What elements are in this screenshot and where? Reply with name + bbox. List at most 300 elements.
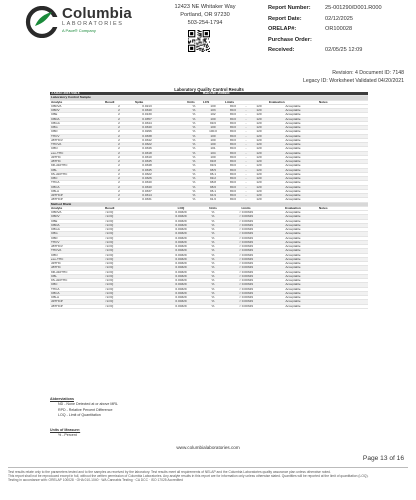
cell-limit-low: 80.0 xyxy=(224,172,242,176)
report-info xyxy=(268,3,408,56)
cell-loq: 0.00329 xyxy=(160,283,202,287)
cell-loq: 0.00329 xyxy=(160,228,202,232)
cell-limit-low: 80.0 xyxy=(224,177,242,181)
cell-analyte: CBE xyxy=(50,219,104,223)
cell-limit-high: 120 xyxy=(250,104,268,108)
cell-spike: 0.0357 xyxy=(134,117,160,121)
cell-units: % xyxy=(186,113,202,117)
cell-limit-dash: - xyxy=(242,113,250,117)
cell-limit-dash: - xyxy=(242,143,250,147)
cell-limit-low: 80.0 xyxy=(224,181,242,185)
cell-lcs-value: 102 xyxy=(202,113,224,117)
cell-spike: 0.0345 xyxy=(134,160,160,164)
cell-analyte: CBC xyxy=(50,177,104,181)
orelap-value: OR100028 xyxy=(325,26,353,33)
cell-result: 2 xyxy=(104,185,134,189)
cell-analyte: THCVA xyxy=(50,143,104,147)
cell-evaluation: Acceptable xyxy=(268,143,318,147)
cell-evaluation: Acceptable xyxy=(268,240,318,244)
cell-loq: 0.00329 xyxy=(160,249,202,253)
cell-spike: 0.0344 xyxy=(134,121,160,125)
cell-evaluation: Acceptable xyxy=(268,160,318,164)
orelap-label: ORELAP#: xyxy=(268,26,297,33)
col-header-limits: Limits xyxy=(224,100,268,104)
cell-limit-dash: - xyxy=(242,147,250,151)
cell-lcs-value: 99.6 xyxy=(202,121,224,125)
cell-spike: 0.0340 xyxy=(134,109,160,113)
cell-evaluation: Acceptable xyxy=(268,287,318,291)
cell-analyte: CBC xyxy=(50,283,104,287)
cell-limit-high: 120 xyxy=(250,117,268,121)
cell-evaluation: Acceptable xyxy=(268,134,318,138)
cell-spike: 0.0296 xyxy=(134,130,160,134)
cell-units: % xyxy=(186,181,202,185)
cell-result: 2 xyxy=(104,121,134,125)
cell-limit-high: 120 xyxy=(250,138,268,142)
cell-limit-dash: - xyxy=(242,194,250,198)
col-header-units: Units xyxy=(202,206,224,210)
cell-analyte: 9R-d10THC xyxy=(50,164,104,168)
cell-limit-dash: - xyxy=(242,117,250,121)
cell-result: <LOQ xyxy=(104,253,160,257)
cell-limit-low: 80.0 xyxy=(224,168,242,172)
abbreviation-item: LOQ - Limit of Quantitation xyxy=(58,413,101,418)
cell-result: 2 xyxy=(104,155,134,159)
cell-units: % xyxy=(186,155,202,159)
cell-evaluation: Acceptable xyxy=(268,113,318,117)
cell-units: % xyxy=(186,117,202,121)
cell-limits: < 0.00329 xyxy=(224,232,268,236)
abbreviations-title: Abbreviations xyxy=(50,397,74,401)
cell-analyte: CBL xyxy=(50,274,104,278)
cell-limits: < 0.00329 xyxy=(224,291,268,295)
cell-result: 2 xyxy=(104,104,134,108)
cell-limit-dash: - xyxy=(242,198,250,202)
cell-units: % xyxy=(202,228,224,232)
cell-analyte: CBN xyxy=(50,253,104,257)
cell-result: 2 xyxy=(104,164,134,168)
cell-units: % xyxy=(186,121,202,125)
cell-evaluation: Acceptable xyxy=(268,232,318,236)
cell-spike: 0.0340 xyxy=(134,181,160,185)
cell-result: <LOQ xyxy=(104,304,160,308)
cell-evaluation: Acceptable xyxy=(268,219,318,223)
cell-units: % xyxy=(186,168,202,172)
cell-limit-high: 120 xyxy=(250,147,268,151)
cell-evaluation: Acceptable xyxy=(268,283,318,287)
method-name: J AOAC 2015 V98-6 xyxy=(50,92,202,96)
cell-units: % xyxy=(186,164,202,168)
report-date-value: 02/12/2025 xyxy=(325,15,353,22)
cell-loq: 0.00329 xyxy=(160,300,202,304)
col-header-analyte: Analyte xyxy=(50,100,104,104)
cell-loq: 0.00329 xyxy=(160,223,202,227)
address-phone: 503-254-1794 xyxy=(187,20,223,26)
cell-evaluation: Acceptable xyxy=(268,177,318,181)
cell-analyte: d8THCV xyxy=(50,138,104,142)
cell-limit-dash: - xyxy=(242,126,250,130)
cell-analyte: CBCA xyxy=(50,185,104,189)
col-header-spike: Spike xyxy=(134,100,186,104)
cell-units: % xyxy=(202,253,224,257)
cell-limits: < 0.00329 xyxy=(224,266,268,270)
cell-units: % xyxy=(186,130,202,134)
cell-analyte: CBD xyxy=(50,130,104,134)
cell-lcs-value: 98.5 xyxy=(202,168,224,172)
cell-analyte: THCV xyxy=(50,240,104,244)
cell-loq: 0.00329 xyxy=(160,215,202,219)
cell-limit-dash: - xyxy=(242,134,250,138)
cell-limits: < 0.00329 xyxy=(224,257,268,261)
cell-result: <LOQ xyxy=(104,228,160,232)
cell-units: % xyxy=(186,147,202,151)
cell-analyte: THCV xyxy=(50,134,104,138)
cell-spike: 0.0130 xyxy=(134,113,160,117)
cell-evaluation: Acceptable xyxy=(268,253,318,257)
cell-limits: < 0.00329 xyxy=(224,274,268,278)
purchase-order-row xyxy=(268,35,408,46)
cell-units: % xyxy=(186,143,202,147)
cell-result: <LOQ xyxy=(104,232,160,236)
cell-limit-high: 120 xyxy=(250,155,268,159)
cell-limits: < 0.00329 xyxy=(224,215,268,219)
cell-analyte: CBDV xyxy=(50,215,104,219)
cell-limits: < 0.00329 xyxy=(224,245,268,249)
cell-limit-high: 120 xyxy=(250,164,268,168)
cell-evaluation: Acceptable xyxy=(268,104,318,108)
cell-evaluation: Acceptable xyxy=(268,215,318,219)
cell-analyte: CBGA xyxy=(50,121,104,125)
cell-loq: 0.00329 xyxy=(160,219,202,223)
abbreviations xyxy=(50,397,118,419)
cell-evaluation: Acceptable xyxy=(268,236,318,240)
cell-analyte: CBLA xyxy=(50,189,104,193)
cell-units: % xyxy=(202,249,224,253)
disclaimer-line: This report shall not be reproduced except in full, without the written permission of Columbia Laboratories. Any analyte results in this report are for information only unless otherwise stated. Quantities will be reported at the limit of quantitation (LOQ). xyxy=(8,474,369,479)
cell-result: 2 xyxy=(104,181,134,185)
cell-limit-low: 80.0 xyxy=(224,113,242,117)
cell-limit-low: 80.0 xyxy=(224,198,242,202)
cell-analyte: CBCA xyxy=(50,291,104,295)
cell-result: 2 xyxy=(104,138,134,142)
cell-notes xyxy=(318,304,368,308)
cell-result: <LOQ xyxy=(104,287,160,291)
cell-result: 2 xyxy=(104,198,134,202)
cell-lcs-value: 99.8 xyxy=(202,160,224,164)
cell-limit-dash: - xyxy=(242,172,250,176)
cell-units: % xyxy=(202,300,224,304)
cell-loq: 0.00329 xyxy=(160,236,202,240)
cell-units: % xyxy=(202,223,224,227)
cell-evaluation: Acceptable xyxy=(268,270,318,274)
qc-results-body xyxy=(50,92,368,308)
cell-limit-low: 80.0 xyxy=(224,155,242,159)
cell-result: <LOQ xyxy=(104,262,160,266)
cell-loq: 0.00329 xyxy=(160,262,202,266)
cell-analyte: d8THCP xyxy=(50,304,104,308)
address-line: 12423 NE Whitaker Way xyxy=(174,4,236,10)
cell-evaluation: Acceptable xyxy=(268,257,318,261)
cell-evaluation: Acceptable xyxy=(268,262,318,266)
cell-lcs-value: 99.2 xyxy=(202,177,224,181)
cell-lcs-value: 91.6 xyxy=(202,198,224,202)
cell-limit-high: 120 xyxy=(250,189,268,193)
cell-limit-dash: - xyxy=(242,109,250,113)
cell-analyte: CBGA xyxy=(50,228,104,232)
cell-units: % xyxy=(186,172,202,176)
report-number-label: Report Number: xyxy=(268,5,311,11)
cell-limit-high: 120 xyxy=(250,168,268,172)
cell-limit-dash: - xyxy=(242,164,250,168)
qc-results-table xyxy=(50,92,368,309)
cell-analyte: d9THC xyxy=(50,262,104,266)
cell-analyte: CBDVA xyxy=(50,104,104,108)
col-header-notes: Notes xyxy=(318,100,368,104)
cell-result: 2 xyxy=(104,189,134,193)
cell-limit-high: 120 xyxy=(250,143,268,147)
revision-line: Revision: 4 Document ID: 7148 xyxy=(332,70,404,76)
cell-loq: 0.00329 xyxy=(160,245,202,249)
cell-lcs-value: 100 xyxy=(202,143,224,147)
cell-result: 2 xyxy=(104,160,134,164)
cell-limit-low: 80.0 xyxy=(224,138,242,142)
purchase-order-label: Purchase Order: xyxy=(268,36,312,43)
cell-units: % xyxy=(202,270,224,274)
cell-units: % xyxy=(202,219,224,223)
cell-limit-dash: - xyxy=(242,138,250,142)
cell-loq: 0.00329 xyxy=(160,296,202,300)
cell-spike: 0.0348 xyxy=(134,164,160,168)
cell-analyte: CBLA xyxy=(50,296,104,300)
cell-evaluation: Acceptable xyxy=(268,228,318,232)
report-date-label: Report Date: xyxy=(268,15,302,22)
cell-limit-low: 80.0 xyxy=(224,151,242,155)
cell-evaluation: Acceptable xyxy=(268,151,318,155)
cell-spike: 0.0331 xyxy=(134,198,160,202)
lqc-title: Laboratory Quality Control Results xyxy=(174,87,244,92)
cell-units: % xyxy=(186,138,202,142)
cell-evaluation: Acceptable xyxy=(268,138,318,142)
cell-lcs-value: 104 xyxy=(202,151,224,155)
cell-limit-high: 120 xyxy=(250,194,268,198)
cell-analyte: CBL xyxy=(50,168,104,172)
cell-analyte: CBG xyxy=(50,232,104,236)
cell-spike: 0.0345 xyxy=(134,168,160,172)
cell-evaluation: Acceptable xyxy=(268,296,318,300)
cell-analyte: d8THCV xyxy=(50,245,104,249)
cell-limit-low: 80.0 xyxy=(224,130,242,134)
cell-limit-dash: - xyxy=(242,177,250,181)
cell-evaluation: Acceptable xyxy=(268,274,318,278)
cell-loq: 0.00329 xyxy=(160,257,202,261)
cell-evaluation: Acceptable xyxy=(268,155,318,159)
cell-analyte: exo-THC xyxy=(50,257,104,261)
cell-loq: 0.00329 xyxy=(160,253,202,257)
cell-evaluation: Acceptable xyxy=(268,164,318,168)
cell-analyte: d8THC xyxy=(50,160,104,164)
cell-units: % xyxy=(186,198,202,202)
col-header-result: Result xyxy=(104,206,160,210)
cell-units: % xyxy=(186,104,202,108)
cell-result: <LOQ xyxy=(104,249,160,253)
cell-units: % xyxy=(186,160,202,164)
cell-limit-dash: - xyxy=(242,121,250,125)
cell-result: <LOQ xyxy=(104,296,160,300)
cell-loq: 0.00329 xyxy=(160,240,202,244)
cell-evaluation: Acceptable xyxy=(268,126,318,130)
cell-limits: < 0.00329 xyxy=(224,211,268,215)
cell-evaluation: Acceptable xyxy=(268,300,318,304)
cell-limit-low: 80.0 xyxy=(224,147,242,151)
cell-limit-low: 80.0 xyxy=(224,185,242,189)
cell-result: <LOQ xyxy=(104,283,160,287)
cell-spike: 0.0322 xyxy=(134,143,160,147)
cell-result: 2 xyxy=(104,151,134,155)
cell-units: % xyxy=(202,283,224,287)
cell-lcs-value: 94.9 xyxy=(202,194,224,198)
cell-limits: < 0.00329 xyxy=(224,270,268,274)
footer-disclaimer xyxy=(8,467,408,483)
cell-units: % xyxy=(202,296,224,300)
cell-result: <LOQ xyxy=(104,215,160,219)
qr-code-icon xyxy=(188,30,210,52)
cell-lcs-value: 96.1 xyxy=(202,172,224,176)
cell-lcs-value: 100 xyxy=(202,138,224,142)
cell-units: % xyxy=(202,236,224,240)
cell-limits: < 0.00329 xyxy=(224,287,268,291)
cell-result: 2 xyxy=(104,147,134,151)
col-header-result: Result xyxy=(104,100,134,104)
cell-limits: < 0.00329 xyxy=(224,236,268,240)
cell-evaluation: Acceptable xyxy=(268,189,318,193)
cell-analyte: d9THCP xyxy=(50,300,104,304)
cell-spike: 0.0342 xyxy=(134,138,160,142)
cell-evaluation: Acceptable xyxy=(268,130,318,134)
cell-units: % xyxy=(186,109,202,113)
cell-analyte: THCVA xyxy=(50,249,104,253)
cell-analyte: THCA xyxy=(50,181,104,185)
cell-evaluation: Acceptable xyxy=(268,291,318,295)
units-title: Units of Measure: xyxy=(50,428,81,432)
received-row xyxy=(268,45,408,56)
cell-loq: 0.00329 xyxy=(160,211,202,215)
cell-result: 2 xyxy=(104,126,134,130)
cell-limit-high: 120 xyxy=(250,185,268,189)
orelap-row xyxy=(268,24,408,35)
cell-units: % xyxy=(202,291,224,295)
report-number-value: 25-001290/D001.R000 xyxy=(325,5,382,11)
cell-limit-dash: - xyxy=(242,189,250,193)
cell-result: <LOQ xyxy=(104,291,160,295)
cell-result: 2 xyxy=(104,130,134,134)
brand-tag: A Pace® Company xyxy=(62,28,96,33)
cell-spike: 0.0310 xyxy=(134,155,160,159)
cell-limits: < 0.00329 xyxy=(224,228,268,232)
cell-limit-high: 120 xyxy=(250,160,268,164)
cell-loq: 0.00329 xyxy=(160,287,202,291)
cell-loq: 0.00329 xyxy=(160,232,202,236)
revision-info xyxy=(303,70,404,85)
cell-result: <LOQ xyxy=(104,300,160,304)
cell-result: <LOQ xyxy=(104,236,160,240)
cell-lcs-value: 100 xyxy=(202,126,224,130)
cell-result: 2 xyxy=(104,177,134,181)
cell-evaluation: Acceptable xyxy=(268,266,318,270)
cell-units: % xyxy=(202,245,224,249)
cell-result: <LOQ xyxy=(104,266,160,270)
col-header-analyte: Analyte xyxy=(50,206,104,210)
cell-limits: < 0.00329 xyxy=(224,262,268,266)
cell-limits: < 0.00329 xyxy=(224,253,268,257)
cell-result: <LOQ xyxy=(104,240,160,244)
cell-lcs-value: 101 xyxy=(202,147,224,151)
cell-evaluation: Acceptable xyxy=(268,168,318,172)
cell-units: % xyxy=(186,194,202,198)
cell-units: % xyxy=(202,215,224,219)
cell-analyte: d8THC xyxy=(50,266,104,270)
disclaimer-line: Testing in accordance with: ORELAP 100028 · OHA 010-1040 · WA Cannabis Testing · CA DCC · ISO 17025 Accredited xyxy=(8,478,183,483)
cell-limit-low: 80.0 xyxy=(224,143,242,147)
cell-limit-low: 80.0 xyxy=(224,121,242,125)
cell-evaluation: Acceptable xyxy=(268,109,318,113)
received-label: Received: xyxy=(268,47,295,54)
cell-result: <LOQ xyxy=(104,257,160,261)
cell-evaluation: Acceptable xyxy=(268,198,318,202)
disclaimer-line: Test results relate only to the parameters tested and to the samples as received by the laboratory. Test results meet all requirements of NELAP and the Columbia Laboratories quality assurance plan unless otherwise noted. xyxy=(8,470,331,474)
cell-limit-high: 120 xyxy=(250,113,268,117)
cell-limits: < 0.00329 xyxy=(224,219,268,223)
cell-units: % xyxy=(202,262,224,266)
cell-loq: 0.00329 xyxy=(160,279,202,283)
cell-limit-high: 120 xyxy=(250,198,268,202)
cell-evaluation: Acceptable xyxy=(268,279,318,283)
cell-lcs-value: 100 xyxy=(202,117,224,121)
cell-analyte: CBE xyxy=(50,113,104,117)
cell-limit-high: 120 xyxy=(250,172,268,176)
blank-section-title: Method Blank xyxy=(50,202,368,206)
cell-limit-low: 80.0 xyxy=(224,194,242,198)
cell-analyte: CBDA xyxy=(50,117,104,121)
cell-units: % xyxy=(186,126,202,130)
cell-result: 2 xyxy=(104,172,134,176)
cell-units: % xyxy=(202,279,224,283)
col-header-notes: Notes xyxy=(318,206,368,210)
website-link[interactable]: www.columbialaboratories.com xyxy=(176,445,240,450)
cell-evaluation: Acceptable xyxy=(268,304,318,308)
units-of-measure xyxy=(50,428,80,439)
cell-evaluation: Acceptable xyxy=(268,185,318,189)
brand-block xyxy=(62,6,152,33)
cell-analyte: d9THCP xyxy=(50,194,104,198)
cell-evaluation: Acceptable xyxy=(268,211,318,215)
cell-result: <LOQ xyxy=(104,245,160,249)
cell-analyte: 9R-d10THC xyxy=(50,270,104,274)
col-header-limits: Limits xyxy=(224,206,268,210)
cell-limit-high: 120 xyxy=(250,151,268,155)
cell-evaluation: Acceptable xyxy=(268,172,318,176)
report-date-row xyxy=(268,14,408,25)
cell-limit-dash: - xyxy=(242,155,250,159)
cell-spike: 0.0326 xyxy=(134,177,160,181)
legacy-line: Legacy ID: Worksheet Validated 04/20/2021 xyxy=(302,77,404,84)
cell-lcs-value: 98.6 xyxy=(202,185,224,189)
cell-spike: 0.0338 xyxy=(134,134,160,138)
cell-units: % xyxy=(202,274,224,278)
cell-units: % xyxy=(202,232,224,236)
cell-limit-dash: - xyxy=(242,168,250,172)
cell-limit-low: 80.0 xyxy=(224,189,242,193)
cell-limits: < 0.00329 xyxy=(224,300,268,304)
